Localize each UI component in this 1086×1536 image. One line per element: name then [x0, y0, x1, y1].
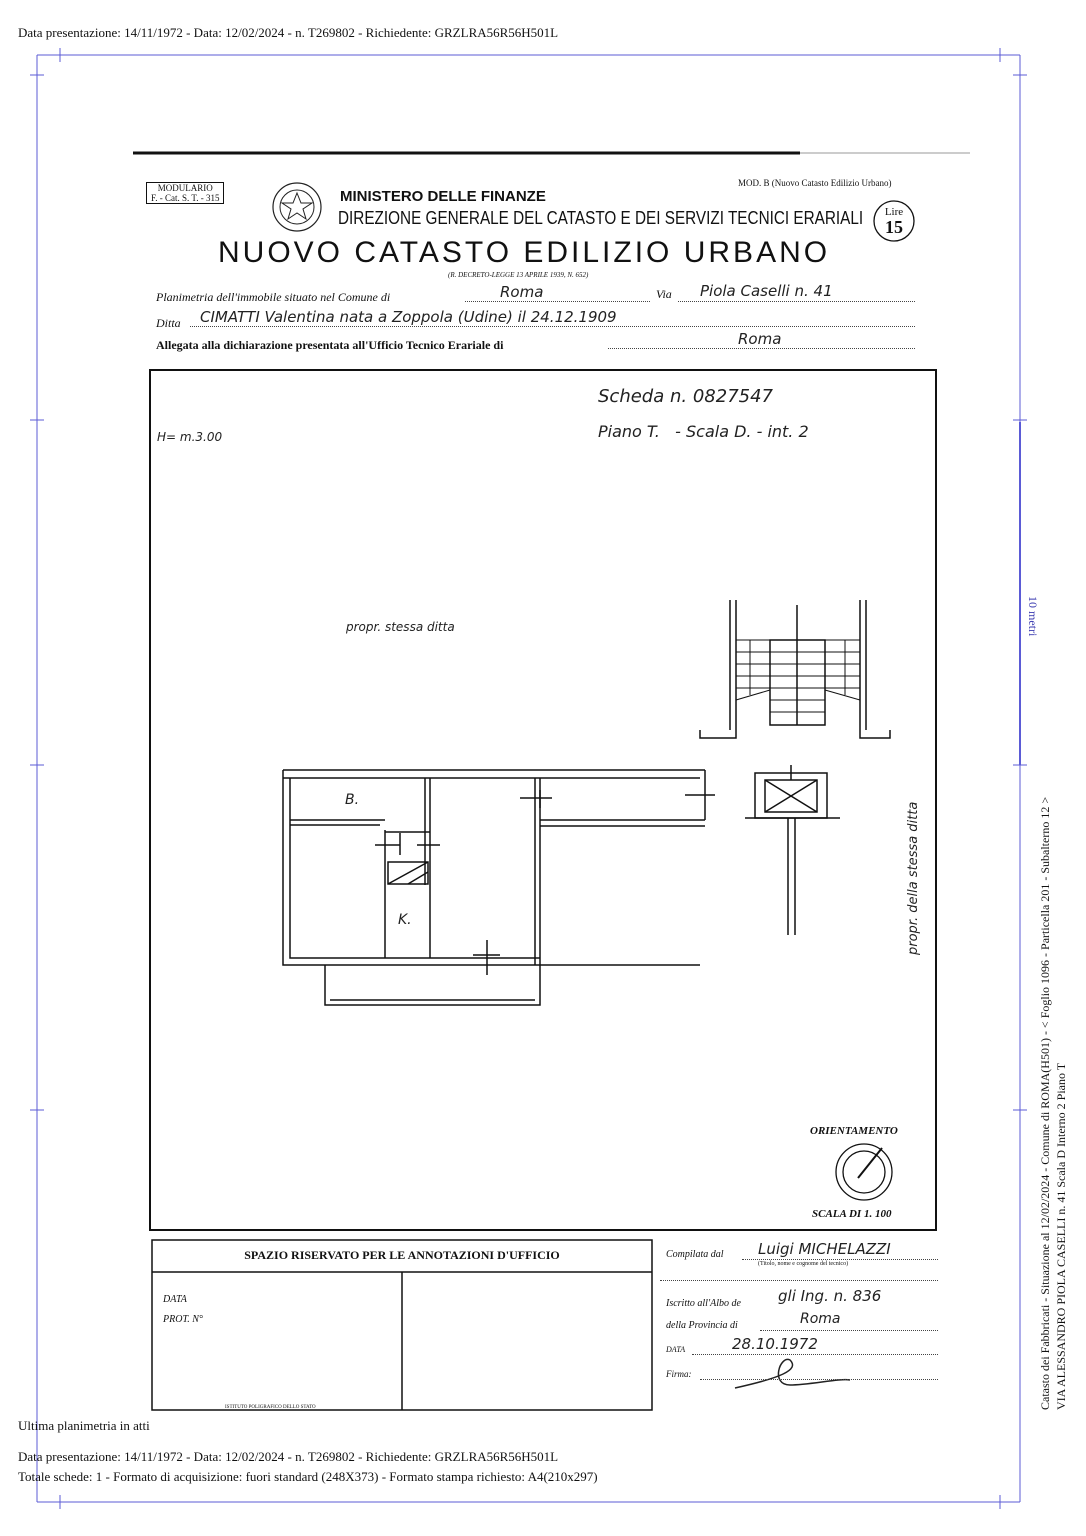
compass-icon: [836, 1144, 892, 1200]
decree-note: (R. DECRETO-LEGGE 13 APRILE 1939, N. 652): [448, 271, 589, 279]
comune-field: [465, 287, 650, 302]
ditta-label: Ditta: [156, 316, 181, 330]
comune-value: Roma: [500, 283, 544, 301]
ministry-name: MINISTERO DELLE FINANZE: [340, 188, 546, 205]
compilata-label: Compilata dal: [666, 1249, 724, 1260]
scale-label: SCALA DI 1. 100: [812, 1208, 892, 1220]
firma-field: [700, 1367, 938, 1380]
planimetria-label: Planimetria dell'immobile situato nel Comune di: [156, 290, 391, 304]
annotations-title: SPAZIO RISERVATO PER LE ANNOTAZIONI D'UFFICIO: [244, 1248, 560, 1262]
scheda-number: Scheda n. 0827547: [598, 386, 773, 407]
piano-scala: Piano T. - Scala D. - int. 2: [598, 422, 809, 441]
header-line: Data presentazione: 14/11/1972 - Data: 12/02/2024 - n. T269802 - Richiedente: GRZLRA56R56H501L: [18, 25, 559, 40]
mod-label: MOD. B (Nuovo Catasto Edilizio Urbano): [738, 178, 892, 188]
lire-value: 15: [885, 217, 903, 237]
compilata-value: Luigi MICHELAZZI: [758, 1240, 891, 1258]
floor-plan-drawing: [283, 600, 890, 1005]
printer-label: ISTITUTO POLIGRAFICO DELLO STATO: [225, 1405, 316, 1410]
page-title: NUOVO CATASTO EDILIZIO URBANO: [218, 236, 831, 269]
room-b-label: B.: [345, 792, 360, 808]
prot-label: PROT. N°: [163, 1314, 203, 1325]
scale-bar-label: 10 metri: [1026, 596, 1040, 637]
blank-line: [660, 1270, 938, 1281]
provincia-field: [760, 1318, 938, 1331]
firma-label: Firma:: [666, 1369, 692, 1379]
lire-label: Lire: [884, 206, 904, 218]
room-k-label: K.: [398, 912, 412, 928]
margin-line-2: VIA ALESSANDRO PIOLA CASELLI n. 41 Scala D Interno 2 Piano T: [1054, 1062, 1068, 1410]
provincia-value: Roma: [800, 1311, 841, 1327]
note-left: propr. stessa ditta: [346, 620, 455, 634]
data-label: DATA: [163, 1294, 187, 1305]
provincia-label: della Provincia di: [666, 1320, 738, 1331]
data2-label: DATA: [666, 1345, 686, 1354]
ufficio-value: Roma: [738, 330, 782, 348]
data2-value: 28.10.1972: [732, 1335, 818, 1353]
plan-frame: [150, 370, 936, 1230]
footer-last: Ultima planimetria in atti: [18, 1418, 150, 1433]
margin-line-1: Catasto dei Fabbricati - Situazione al 12/02/2024 - Comune di ROMA(H501) - < Foglio 1096 - Particella 201 - Subalterno 12 >: [1038, 796, 1052, 1410]
note-right: propr. della stessa ditta: [906, 801, 921, 955]
italy-emblem-icon: [273, 183, 321, 231]
via-value: Piola Caselli n. 41: [700, 282, 833, 300]
height-note: H= m.3.00: [157, 430, 223, 444]
modulario-label: MODULARIO: [157, 183, 213, 193]
compilata-sub: (Titolo, nome e cognome del tecnico): [758, 1261, 849, 1267]
modulario-box: [146, 182, 224, 204]
footer-line-1: Data presentazione: 14/11/1972 - Data: 12/02/2024 - n. T269802 - Richiedente: GRZLRA56R56H501L: [18, 1449, 559, 1464]
orientamento-label: ORIENTAMENTO: [810, 1125, 898, 1137]
iscritto-value: gli Ing. n. 836: [778, 1287, 882, 1305]
via-label: Via: [656, 287, 672, 301]
direction-name: DIREZIONE GENERALE DEL CATASTO E DEI SERVIZI TECNICI ERARIALI: [338, 208, 864, 228]
footer-line-2: Totale schede: 1 - Formato di acquisizione: fuori standard (248X373) - Formato stampa richiesto: A4(210x297): [18, 1469, 598, 1484]
annotations-box: [152, 1240, 652, 1410]
modulario-code: F. - Cat. S. T. - 315: [151, 193, 220, 203]
iscritto-label: Iscritto all'Albo de: [666, 1298, 741, 1309]
ditta-value: CIMATTI Valentina nata a Zoppola (Udine) il 24.12.1909: [200, 308, 617, 326]
allegata-label: Allegata alla dichiarazione presentata all'Ufficio Tecnico Erariale di: [156, 338, 504, 352]
